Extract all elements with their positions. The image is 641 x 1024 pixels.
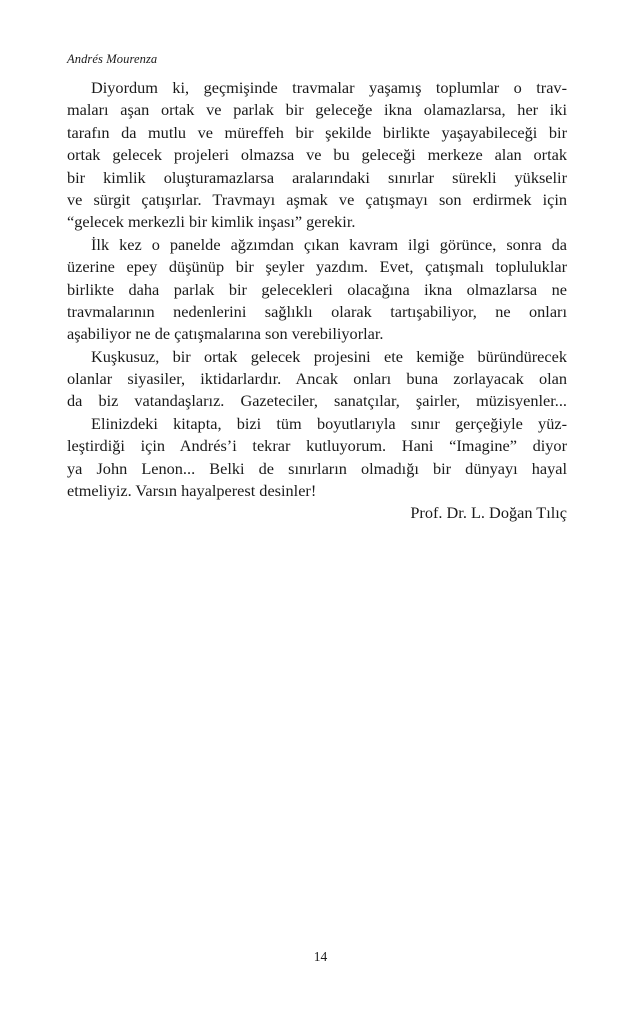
- text-line: ortak gelecek projeleri olmazsa ve bu geleceği merkeze alan ortak: [67, 145, 567, 165]
- text-line: “gelecek merkezli bir kimlik inşası” gerekir.: [67, 212, 356, 232]
- text-line: üzerine epey düşünüp bir şeyler yazdım. Evet, çatışmalı topluluklar: [67, 257, 567, 277]
- text-line: aşabiliyor ne de çatışmalarına son verebiliyorlar.: [67, 324, 384, 344]
- paragraph: [67, 234, 567, 346]
- text-line: leştirdiği için Andrés’i tekrar kutluyorum. Hani “Imagine” diyor: [67, 436, 567, 456]
- page-number: 14: [313, 949, 328, 964]
- text-line: Kuşkusuz, bir ortak gelecek projesini ete kemiğe büründürecek: [91, 346, 567, 366]
- body-text: [67, 77, 567, 525]
- author-signature: Prof. Dr. L. Doğan Tılıç: [410, 503, 567, 523]
- running-head: Andrés Mourenza: [67, 52, 158, 66]
- text-line: travmalarının nedenlerini sağlıklı olarak tartışabiliyor, ne onları: [67, 301, 567, 321]
- text-line: bir kimlik oluşturamazlarsa aralarındaki sınırlar sürekli yükselir: [67, 167, 567, 187]
- paragraph: [67, 346, 567, 413]
- text-line: etmeliyiz. Varsın hayalperest desinler!: [67, 481, 317, 501]
- text-line: ve sürgit çatışırlar. Travmayı aşmak ve çatışmayı son erdirmek için: [67, 189, 567, 209]
- text-line: maları aşan ortak ve parlak bir geleceğe ikna olamazlarsa, her iki: [67, 100, 567, 120]
- paragraph: [67, 413, 567, 503]
- text-line: Diyordum ki, geçmişinde travmalar yaşamış toplumlar o trav-: [91, 78, 567, 97]
- text-line: tarafın da mutlu ve müreffeh bir şekilde birlikte yaşayabileceği bir: [67, 122, 567, 142]
- paragraph: [67, 77, 567, 234]
- text-line: İlk kez o panelde ağzımdan çıkan kavram ilgi görünce, sonra da: [91, 234, 567, 254]
- text-line: ya John Lenon... Belki de sınırların olmadığı bir dünyayı hayal: [67, 458, 567, 478]
- text-line: da biz vatandaşlarız. Gazeteciler, sanatçılar, şairler, müzisyenler...: [67, 391, 567, 411]
- text-line: Elinizdeki kitapta, bizi tüm boyutlarıyla sınır gerçeğiyle yüz-: [91, 413, 567, 433]
- text-line: birlikte daha parlak bir gelecekleri olacağına ikna olmazlarsa ne: [67, 279, 567, 299]
- text-line: olanlar siyasiler, iktidarlardır. Ancak onları buna zorlayacak olan: [67, 369, 567, 389]
